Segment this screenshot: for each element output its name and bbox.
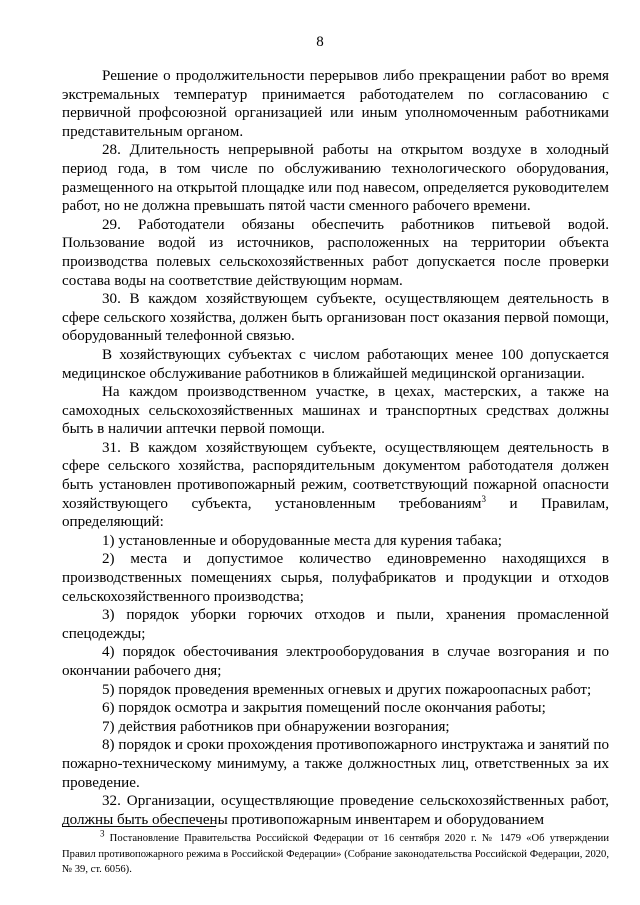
list-item: 8) порядок и сроки прохождения противопожарного инструктажа и занятий по пожарно-техническому минимуму, а также должностных лиц, ответственных за их проведение. bbox=[62, 737, 609, 791]
list-item: 3) порядок уборки горючих отходов и пыли, хранения промасленной спецодежды; bbox=[62, 607, 609, 642]
paragraph-32: 32. Организации, осуществляющие проведение сельскохозяйственных работ, должны быть обеспечены противопожарным инвентарем и оборудованием bbox=[62, 793, 609, 828]
list-item: 5) порядок проведения временных огневых и других пожароопасных работ; bbox=[102, 681, 592, 698]
paragraph-medical-service: В хозяйствующих субъектах с числом работающих менее 100 допускается медицинское обслуживание работников в ближайшей медицинской организации. bbox=[62, 346, 609, 382]
footnote-divider bbox=[62, 826, 216, 827]
paragraph-30: 30. В каждом хозяйствующем субъекте, осуществляющем деятельность в сфере сельского хозяйства, должен быть организован пост оказания первой помощи, оборудованный телефонной связью. bbox=[62, 291, 609, 345]
paragraph-first-aid-kits: На каждом производственном участке, в цехах, мастерских, а также на самоходных сельскохозяйственных машинах и транспортных средствах должны быть в наличии аптечки первой помощи. bbox=[62, 384, 609, 438]
paragraph-28: 28. Длительность непрерывной работы на открытом воздухе в холодный период года, в том числе по обслуживанию технологического оборудования, размещенного на открытой площадке или под навесом, определяется руководителем работ, но не должна превышать пятой части сменного рабочего времени. bbox=[62, 142, 609, 215]
footnote bbox=[62, 828, 609, 878]
paragraph-31-text: 31. В каждом хозяйствующем субъекте, осуществляющем деятельность в сфере сельского хозяйства, распорядительным документом работодателя должен быть установлен противопожарный режим, соответствующий пожарной опасности хозяйствующего субъекта, установленным требованиям bbox=[62, 439, 609, 512]
paragraph-break-decision: Решение о продолжительности перерывов либо прекращении работ во время экстремальных температур принимается работодателем по согласованию с первичной профсоюзной организацией или иным уполномоченным работниками представительным органом. bbox=[62, 68, 609, 140]
paragraph-31 bbox=[62, 439, 609, 532]
list-item: 7) действия работников при обнаружении возгорания; bbox=[102, 718, 450, 735]
footnote-marker: 3 bbox=[100, 828, 105, 839]
page-number: 8 bbox=[316, 34, 324, 50]
list-item: 2) места и допустимое количество единовременно находящихся в производственных помещениях сырья, полуфабрикатов и продукции и отходов сельскохозяйственного производства; bbox=[62, 551, 609, 605]
list-item: 4) порядок обесточивания электрооборудования в случае возгорания и по окончании рабочего дня; bbox=[62, 644, 609, 679]
footnote-reference: 3 bbox=[481, 493, 486, 504]
paragraph-29: 29. Работодатели обязаны обеспечить работников питьевой водой. Пользование водой из источников, расположенных на территории объекта производства полевых сельскохозяйственных работ допускается после проверки состава воды на соответствие действующим нормам. bbox=[62, 216, 609, 289]
footnote-body: Постановление Правительства Российской Федерации от 16 сентября 2020 г. № 1479 «Об утверждении Правил противопожарного режима в Российской Федерации» (Собрание законодательства Российской Федерации, 2020, № 39, ст. 6056). bbox=[62, 833, 609, 875]
footnote-text bbox=[62, 828, 609, 878]
list-item: 6) порядок осмотра и закрытия помещений после окончания работы; bbox=[102, 700, 546, 717]
paragraph-31-tail: и Правилам, определяющий: bbox=[62, 495, 609, 531]
document-body bbox=[62, 67, 609, 829]
list-item: 1) установленные и оборудованные места для курения табака; bbox=[102, 532, 502, 549]
